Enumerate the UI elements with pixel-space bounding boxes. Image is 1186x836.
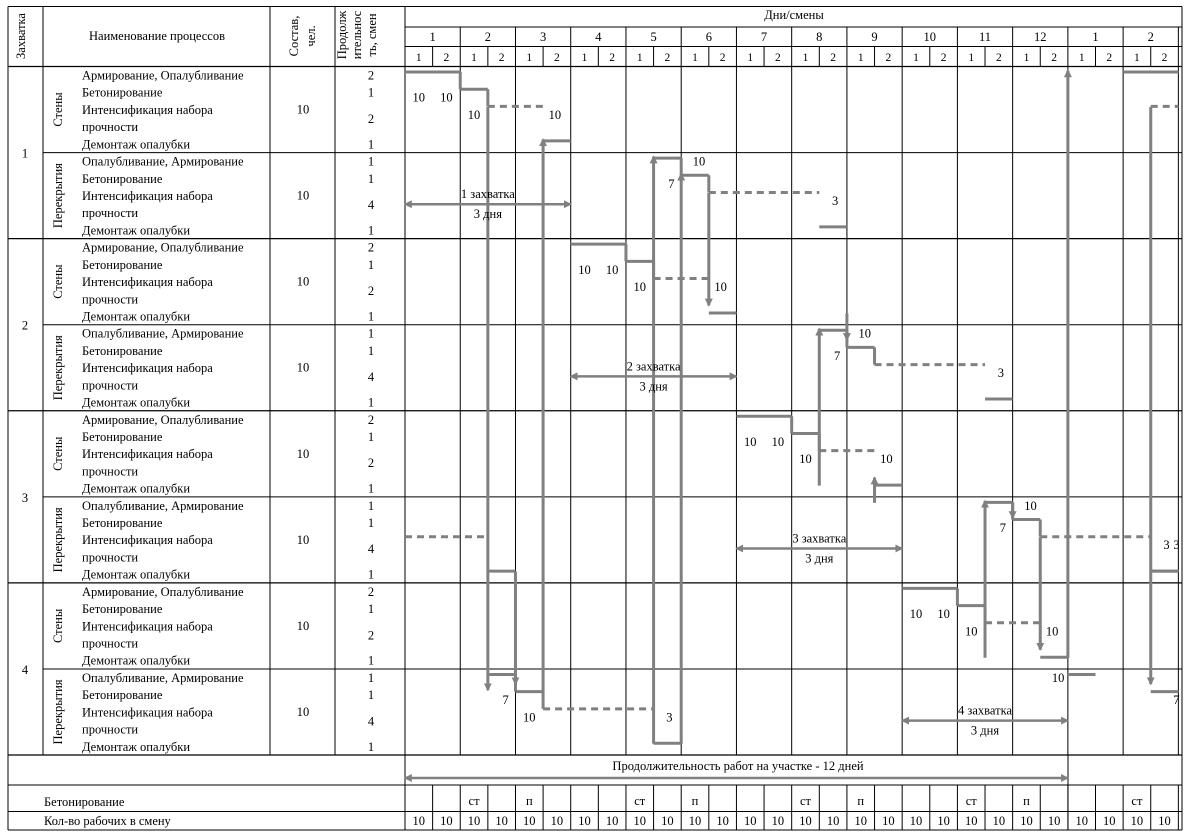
bar-label: 10 (412, 90, 426, 105)
process-name: Демонтаж опалубки (82, 395, 191, 410)
day-number: 10 (923, 30, 937, 44)
duration-header-line1: Продолж (335, 10, 349, 60)
group-label: Перекрытия (51, 335, 65, 401)
duration-value: 1 (367, 223, 375, 238)
duration-value: 2 (367, 584, 375, 599)
workers-count: 10 (882, 814, 895, 828)
day-number: 1 (429, 30, 436, 44)
bar-label: 10 (548, 107, 562, 122)
duration-value: 4 (367, 370, 375, 385)
workers-count: 10 (688, 814, 702, 828)
group-label: Перекрытия (51, 163, 65, 229)
duration-value: 1 (367, 326, 375, 341)
shift-number: 1 (415, 52, 422, 64)
workers-count: 10 (964, 814, 978, 828)
shift-number: 1 (968, 52, 975, 64)
process-name: Демонтаж опалубки (82, 653, 191, 668)
shift-number: 1 (692, 52, 698, 64)
process-name: Демонтаж опалубки (82, 223, 191, 238)
process-name: Демонтаж опалубки (82, 567, 191, 582)
day-number: 1 (1092, 30, 1099, 44)
process-name-header: Наименование процессов (89, 29, 225, 43)
zahvatka-header: Захватка (14, 13, 28, 59)
duration-value: 2 (367, 111, 375, 126)
crew-size: 10 (296, 532, 310, 547)
shift-number: 2 (995, 52, 1002, 64)
duration-value: 1 (367, 429, 375, 444)
process-name: Бетонирование (82, 257, 163, 272)
duration-value: 2 (367, 240, 375, 255)
process-name: Опалубливание, Армирование (82, 326, 244, 341)
span-name: 1 захватка (460, 187, 515, 202)
process-name: Бетонирование (82, 429, 163, 444)
duration-value: 2 (367, 628, 375, 643)
crew-size: 10 (296, 618, 310, 633)
day-number: 3 (539, 30, 547, 44)
duration-value: 1 (367, 171, 375, 186)
day-number: 9 (871, 30, 878, 44)
group-label: Стены (51, 264, 65, 299)
shift-number: 2 (885, 52, 892, 64)
workers-count: 10 (633, 814, 647, 828)
workers-count: 10 (605, 814, 619, 828)
duration-value: 1 (367, 85, 375, 100)
process-name: прочности (82, 206, 139, 221)
process-name: Интенсификация набора (82, 188, 213, 203)
crew-header-line2: чел. (304, 25, 318, 47)
bar-label: 10 (937, 607, 950, 622)
bar-label: 10 (964, 624, 978, 639)
duration-value: 1 (367, 688, 375, 703)
bar-label: 10 (440, 90, 453, 105)
crew-size: 10 (296, 704, 310, 719)
concreting-mark: ст (1131, 794, 1143, 808)
concreting-mark: ст (799, 794, 811, 808)
shift-number: 1 (526, 52, 533, 64)
bar-label: 3 (1173, 538, 1180, 553)
workers-count: 10 (412, 814, 426, 828)
process-name: Опалубливание, Армирование (82, 498, 244, 513)
workers-count: 10 (854, 814, 867, 828)
workers-count: 10 (799, 814, 812, 828)
shift-number: 2 (498, 52, 505, 64)
workers-count: 10 (467, 814, 481, 828)
zahvatka-number: 2 (21, 318, 29, 333)
bar-label: 10 (633, 280, 647, 295)
process-name: прочности (82, 464, 139, 479)
group-label: Перекрытия (51, 679, 65, 745)
concreting-mark: ст (468, 794, 480, 808)
concreting-mark: п (857, 794, 865, 808)
process-name: Опалубливание, Армирование (82, 670, 244, 685)
total-duration-label: Продолжительность работ на участке - 12 дней (612, 759, 864, 773)
process-name: Демонтаж опалубки (82, 739, 191, 754)
process-name: прочности (82, 120, 139, 135)
bar-labels (413, 91, 1180, 738)
bar-label: 3 (997, 366, 1004, 381)
crew-size: 10 (296, 102, 310, 117)
bar-label: 10 (605, 262, 619, 277)
duration-value: 2 (367, 412, 375, 427)
process-name: прочности (82, 722, 139, 737)
bar-label: 10 (467, 107, 481, 122)
shift-number: 2 (1106, 52, 1113, 64)
workers-count: 10 (550, 814, 564, 828)
process-name: Интенсификация набора (82, 275, 213, 290)
group-label: Стены (51, 92, 65, 127)
process-name: Бетонирование (82, 602, 163, 617)
bar-label: 10 (799, 452, 812, 467)
concreting-mark: п (1023, 794, 1030, 808)
process-name: Интенсификация набора (82, 533, 213, 548)
shift-number: 2 (1161, 52, 1168, 64)
workers-count: 10 (771, 814, 785, 828)
day-number: 2 (1147, 30, 1154, 44)
crew-size: 10 (296, 446, 310, 461)
concreting-mark: ст (634, 794, 646, 808)
span-days: 3 дня (805, 551, 834, 566)
process-name: прочности (82, 378, 139, 393)
process-name: прочности (82, 292, 139, 307)
process-name: Бетонирование (82, 171, 163, 186)
span-days: 3 дня (473, 207, 502, 222)
workers-count: 10 (1103, 814, 1116, 828)
bar-label: 7 (668, 176, 675, 191)
duration-value: 1 (367, 516, 375, 531)
bar-label: 7 (1173, 693, 1180, 708)
workers-count: 10 (1158, 814, 1171, 828)
shift-number: 1 (1078, 52, 1085, 64)
workers-count: 10 (716, 814, 729, 828)
day-number: 8 (816, 30, 823, 44)
workers-count: 10 (1020, 814, 1033, 828)
shift-number: 2 (830, 52, 836, 64)
process-name: Армирование, Опалубливание (82, 412, 244, 427)
shift-number: 2 (443, 52, 450, 64)
workers-count: 10 (744, 814, 757, 828)
process-name: Демонтаж опалубки (82, 309, 191, 324)
crew-size: 10 (296, 360, 310, 375)
workers-count: 10 (440, 814, 453, 828)
duration-value: 2 (367, 456, 375, 471)
duration-value: 1 (367, 154, 375, 169)
bar-label: 10 (858, 326, 871, 341)
duration-value: 2 (367, 68, 375, 83)
duration-value: 1 (367, 567, 375, 582)
duration-value: 1 (367, 309, 375, 324)
duration-value: 1 (367, 137, 375, 152)
process-name: Бетонирование (82, 85, 163, 100)
duration-value: 1 (367, 739, 375, 754)
span-name: 4 захватка (958, 703, 1013, 718)
bar-label: 10 (692, 154, 706, 169)
duration-value: 1 (367, 481, 375, 496)
span-days: 3 дня (639, 379, 668, 394)
shift-number: 2 (554, 52, 560, 64)
process-name: Армирование, Опалубливание (82, 240, 244, 255)
workers-count: 10 (523, 814, 536, 828)
shift-number: 1 (857, 52, 864, 64)
day-number: 5 (650, 30, 657, 44)
bar-label: 10 (578, 262, 591, 277)
process-name: Интенсификация набора (82, 705, 213, 720)
day-number: 4 (595, 30, 602, 44)
duration-value: 4 (367, 197, 375, 212)
zahvatka-number: 4 (21, 662, 29, 677)
bar-label: 3 (1163, 538, 1170, 553)
flow-arrows (405, 71, 1151, 779)
workers-count: 10 (1075, 814, 1088, 828)
shift-number: 1 (471, 52, 477, 64)
process-name: прочности (82, 550, 139, 565)
bar-label: 10 (714, 280, 727, 295)
shift-number: 2 (719, 52, 726, 64)
process-name: Демонтаж опалубки (82, 481, 191, 496)
process-name: Интенсификация набора (82, 447, 213, 462)
duration-value: 1 (367, 498, 375, 513)
duration-header-line2: ительнос (350, 10, 364, 60)
process-name: Бетонирование (82, 688, 163, 703)
duration-value: 1 (367, 602, 375, 617)
day-number: 2 (484, 30, 491, 44)
process-name: Демонтаж опалубки (82, 137, 191, 152)
process-name: Бетонирование (82, 516, 163, 531)
days-title: Дни/смены (764, 8, 824, 22)
duration-value: 1 (367, 257, 375, 272)
shift-number: 1 (1023, 52, 1030, 64)
day-number: 7 (760, 30, 768, 44)
bar-label: 10 (523, 710, 536, 725)
zahvatka-number: 1 (21, 146, 29, 161)
day-number: 6 (705, 30, 712, 44)
bar-label: 7 (999, 521, 1006, 536)
duration-value: 2 (367, 284, 375, 299)
duration-value: 1 (367, 395, 375, 410)
crew-header-line1: Состав, (287, 15, 301, 57)
bar-label: 3 (831, 193, 839, 208)
concreting-mark: п (691, 794, 699, 808)
group-label: Стены (51, 436, 65, 471)
duration-value: 1 (367, 670, 375, 685)
duration-header-line3: ть, смен (365, 13, 379, 57)
workers-count: 10 (826, 814, 840, 828)
group-label: Перекрытия (51, 507, 65, 573)
shift-number: 2 (609, 52, 616, 64)
duration-value: 1 (367, 343, 375, 358)
bar-label: 10 (880, 452, 893, 467)
bar-label: 10 (1045, 624, 1059, 639)
span-name: 2 захватка (626, 359, 681, 374)
bar-label: 3 (666, 710, 673, 725)
process-name: Бетонирование (82, 343, 163, 358)
shift-number: 2 (664, 52, 671, 64)
workers-count: 10 (661, 814, 674, 828)
workers-count: 10 (992, 814, 1006, 828)
process-name: Интенсификация набора (82, 102, 213, 117)
shift-number: 1 (636, 52, 643, 64)
workers-count: 10 (1047, 814, 1061, 828)
shift-number: 1 (913, 52, 919, 64)
bar-label: 10 (1051, 670, 1065, 685)
span-name: 3 захватка (792, 531, 847, 546)
shift-number: 1 (581, 52, 588, 64)
shift-number: 1 (1134, 52, 1140, 64)
crew-size: 10 (296, 274, 310, 289)
workers-count: 10 (495, 814, 508, 828)
workers-count: 10 (1130, 814, 1144, 828)
concreting-mark: ст (965, 794, 977, 808)
workers-count: 10 (937, 814, 950, 828)
workers-count: 10 (578, 814, 591, 828)
process-name: прочности (82, 636, 139, 651)
bar-label: 10 (744, 434, 757, 449)
process-name: Армирование, Опалубливание (82, 68, 244, 83)
process-name: Армирование, Опалубливание (82, 584, 244, 599)
shift-number: 1 (747, 52, 754, 64)
concreting-row-label: Бетонирование (44, 795, 125, 809)
duration-value: 4 (367, 542, 375, 557)
bar-label: 7 (502, 693, 509, 708)
day-number: 12 (1034, 30, 1047, 44)
span-days: 3 дня (970, 723, 1000, 738)
shift-number: 2 (1051, 52, 1057, 64)
day-number: 11 (978, 30, 992, 44)
process-name: Интенсификация набора (82, 619, 213, 634)
bar-label: 7 (833, 348, 841, 363)
workers-row-label: Кол-во рабочих в смену (44, 814, 171, 828)
group-label: Стены (51, 608, 65, 644)
concreting-mark: п (525, 794, 533, 808)
shift-number: 1 (802, 52, 809, 64)
crew-size: 10 (296, 188, 310, 203)
bar-label: 10 (771, 434, 785, 449)
shift-number: 2 (774, 52, 781, 64)
process-name: Опалубливание, Армирование (82, 154, 244, 169)
shift-number: 2 (940, 52, 947, 64)
zahvatka-number: 3 (21, 490, 29, 505)
bar-label: 10 (909, 607, 923, 622)
workers-count: 10 (909, 814, 923, 828)
duration-value: 4 (367, 714, 375, 729)
bar-label: 10 (1024, 498, 1037, 513)
duration-value: 1 (367, 653, 375, 668)
process-name: Интенсификация набора (82, 361, 213, 376)
